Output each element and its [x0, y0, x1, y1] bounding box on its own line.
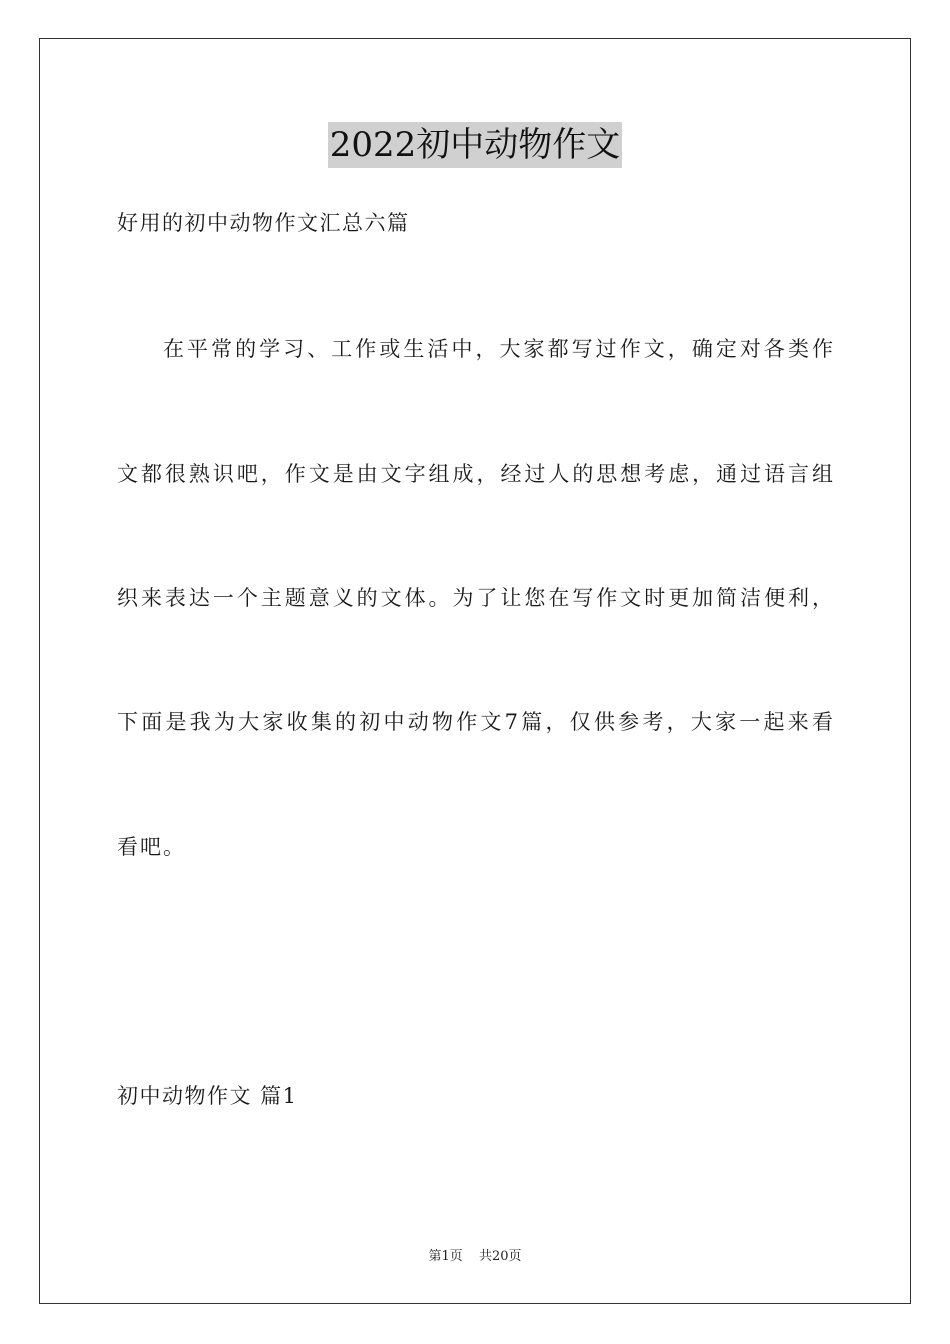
- intro-line-2: 文都很熟识吧，作文是由文字组成，经过人的思想考虑，通过语言组: [117, 462, 833, 486]
- intro-line-1: 在平常的学习、工作或生活中，大家都写过作文，确定对各类作: [163, 337, 833, 361]
- intro-line-5: 看吧。: [117, 835, 186, 859]
- page-footer: [0, 1248, 950, 1266]
- title-container: [0, 122, 950, 168]
- document-subtitle: 好用的初中动物作文汇总六篇: [117, 211, 410, 235]
- intro-line-3: 织来表达一个主题意义的文体。为了让您在写作文时更加简洁便利，: [117, 586, 833, 610]
- section-heading: 初中动物作文 篇1: [117, 1084, 298, 1108]
- document-title: 2022初中动物作文: [328, 122, 623, 168]
- page-total: 共20页: [478, 1249, 522, 1264]
- intro-line-4: 下面是我为大家收集的初中动物作文7篇，仅供参考，大家一起来看: [117, 710, 833, 734]
- page-number: 第1页: [428, 1249, 463, 1264]
